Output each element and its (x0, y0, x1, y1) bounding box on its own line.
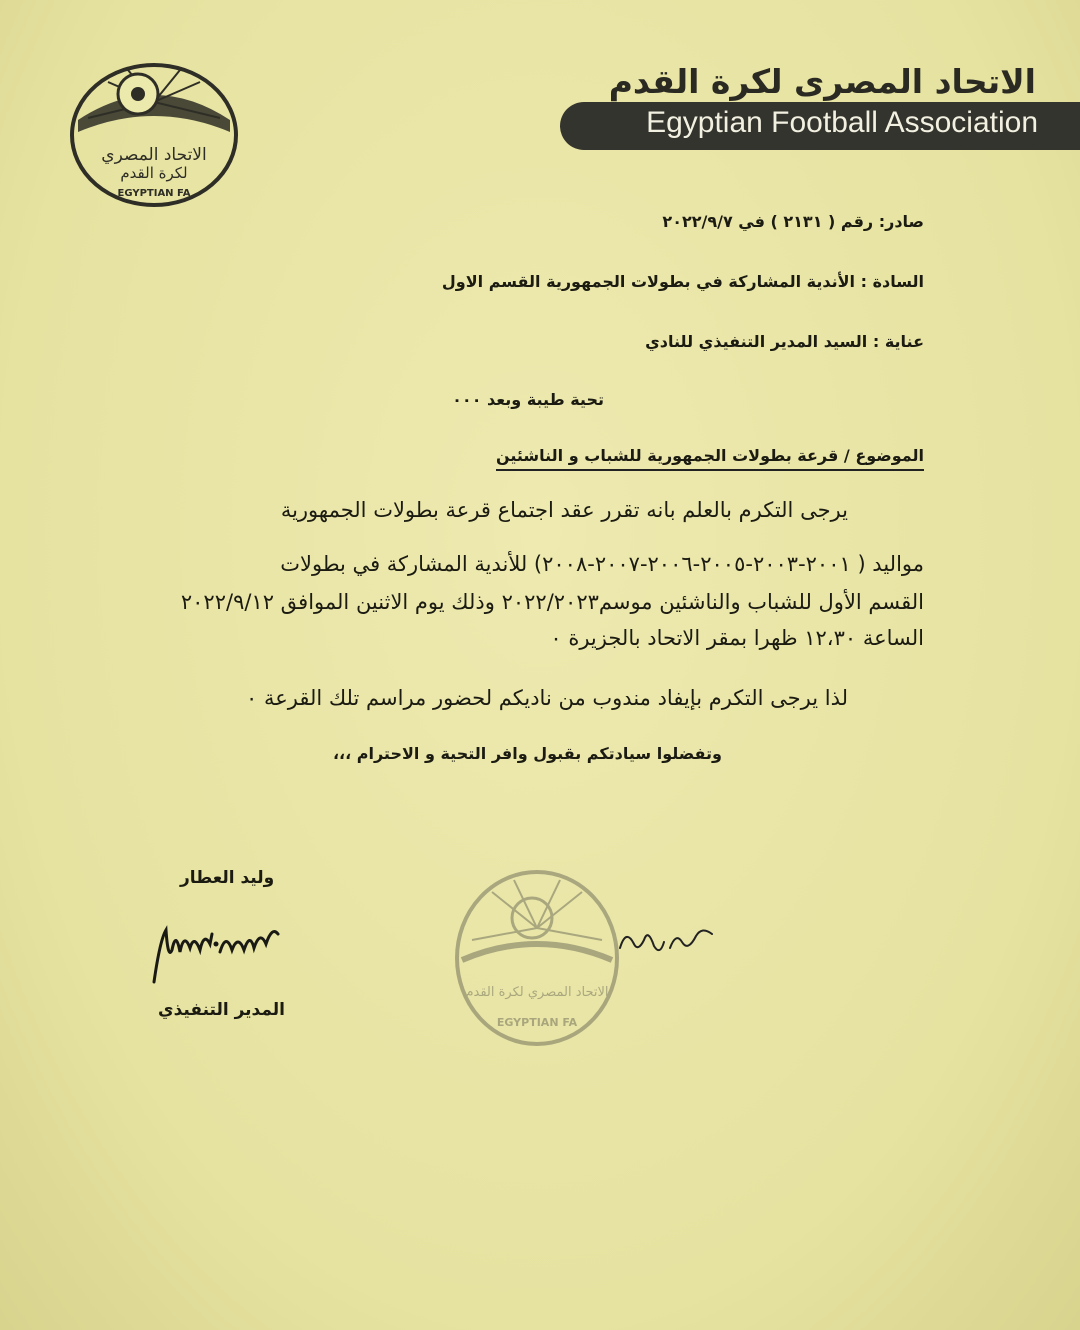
signatory-title: المدير التنفيذي (158, 1000, 285, 1020)
paragraph-2-line-1: مواليد ( ٢٠٠١-٢٠٠٣-٢٠٠٥-٢٠٠٦-٢٠٠٧-٢٠٠٨) للأندية المشاركة في بطولات (280, 552, 924, 576)
header-english-name: Egyptian Football Association (646, 106, 1038, 139)
handwritten-signature (146, 920, 296, 990)
addressee: السادة : الأندية المشاركة في بطولات الجمهورية القسم الاول (441, 272, 924, 291)
greeting: تحية طيبة وبعد ٠٠٠ (452, 390, 604, 409)
efa-logo (68, 60, 240, 210)
reference-number: صادر: رقم ( ٢١٣١ ) في ٢٠٢٢/٩/٧ (662, 212, 924, 231)
official-stamp (452, 868, 622, 1048)
logo-text-ar-2: لكرة القدم (120, 164, 188, 182)
logo-text-ar-1: الاتحاد المصري (101, 145, 207, 165)
closing-line: وتفضلوا سيادتكم بقبول وافر التحية و الاحترام ،،، (332, 744, 722, 763)
handwritten-initials (612, 918, 722, 968)
paragraph-1: يرجى التكرم بالعلم بانه تقرر عقد اجتماع قرعة بطولات الجمهورية (280, 498, 848, 522)
stamp-text-en: EGYPTIAN FA (496, 1016, 578, 1029)
attention-line: عناية : السيد المدير التنفيذي للنادي (645, 332, 924, 351)
paragraph-2-line-3: الساعة ١٢،٣٠ ظهرا بمقر الاتحاد بالجزيرة ٠ (550, 626, 924, 650)
paragraph-3: لذا يرجى التكرم بإيفاد مندوب من ناديكم لحضور مراسم تلك القرعة ٠ (246, 686, 848, 710)
signatory-name: وليد العطار (180, 868, 275, 888)
paragraph-2-line-2: القسم الأول للشباب والناشئين موسم٢٠٢٢/٢٠٢٣ وذلك يوم الاثنين الموافق ٢٠٢٢/٩/١٢ (180, 590, 924, 614)
stamp-text-ar: الاتحاد المصري لكرة القدم (465, 985, 609, 1000)
header-arabic-name: الاتحاد المصرى لكرة القدم (608, 62, 1036, 101)
subject-line: الموضوع / قرعة بطولات الجمهورية للشباب و الناشئين (496, 446, 924, 471)
logo-text-en: EGYPTIAN FA (117, 188, 191, 199)
